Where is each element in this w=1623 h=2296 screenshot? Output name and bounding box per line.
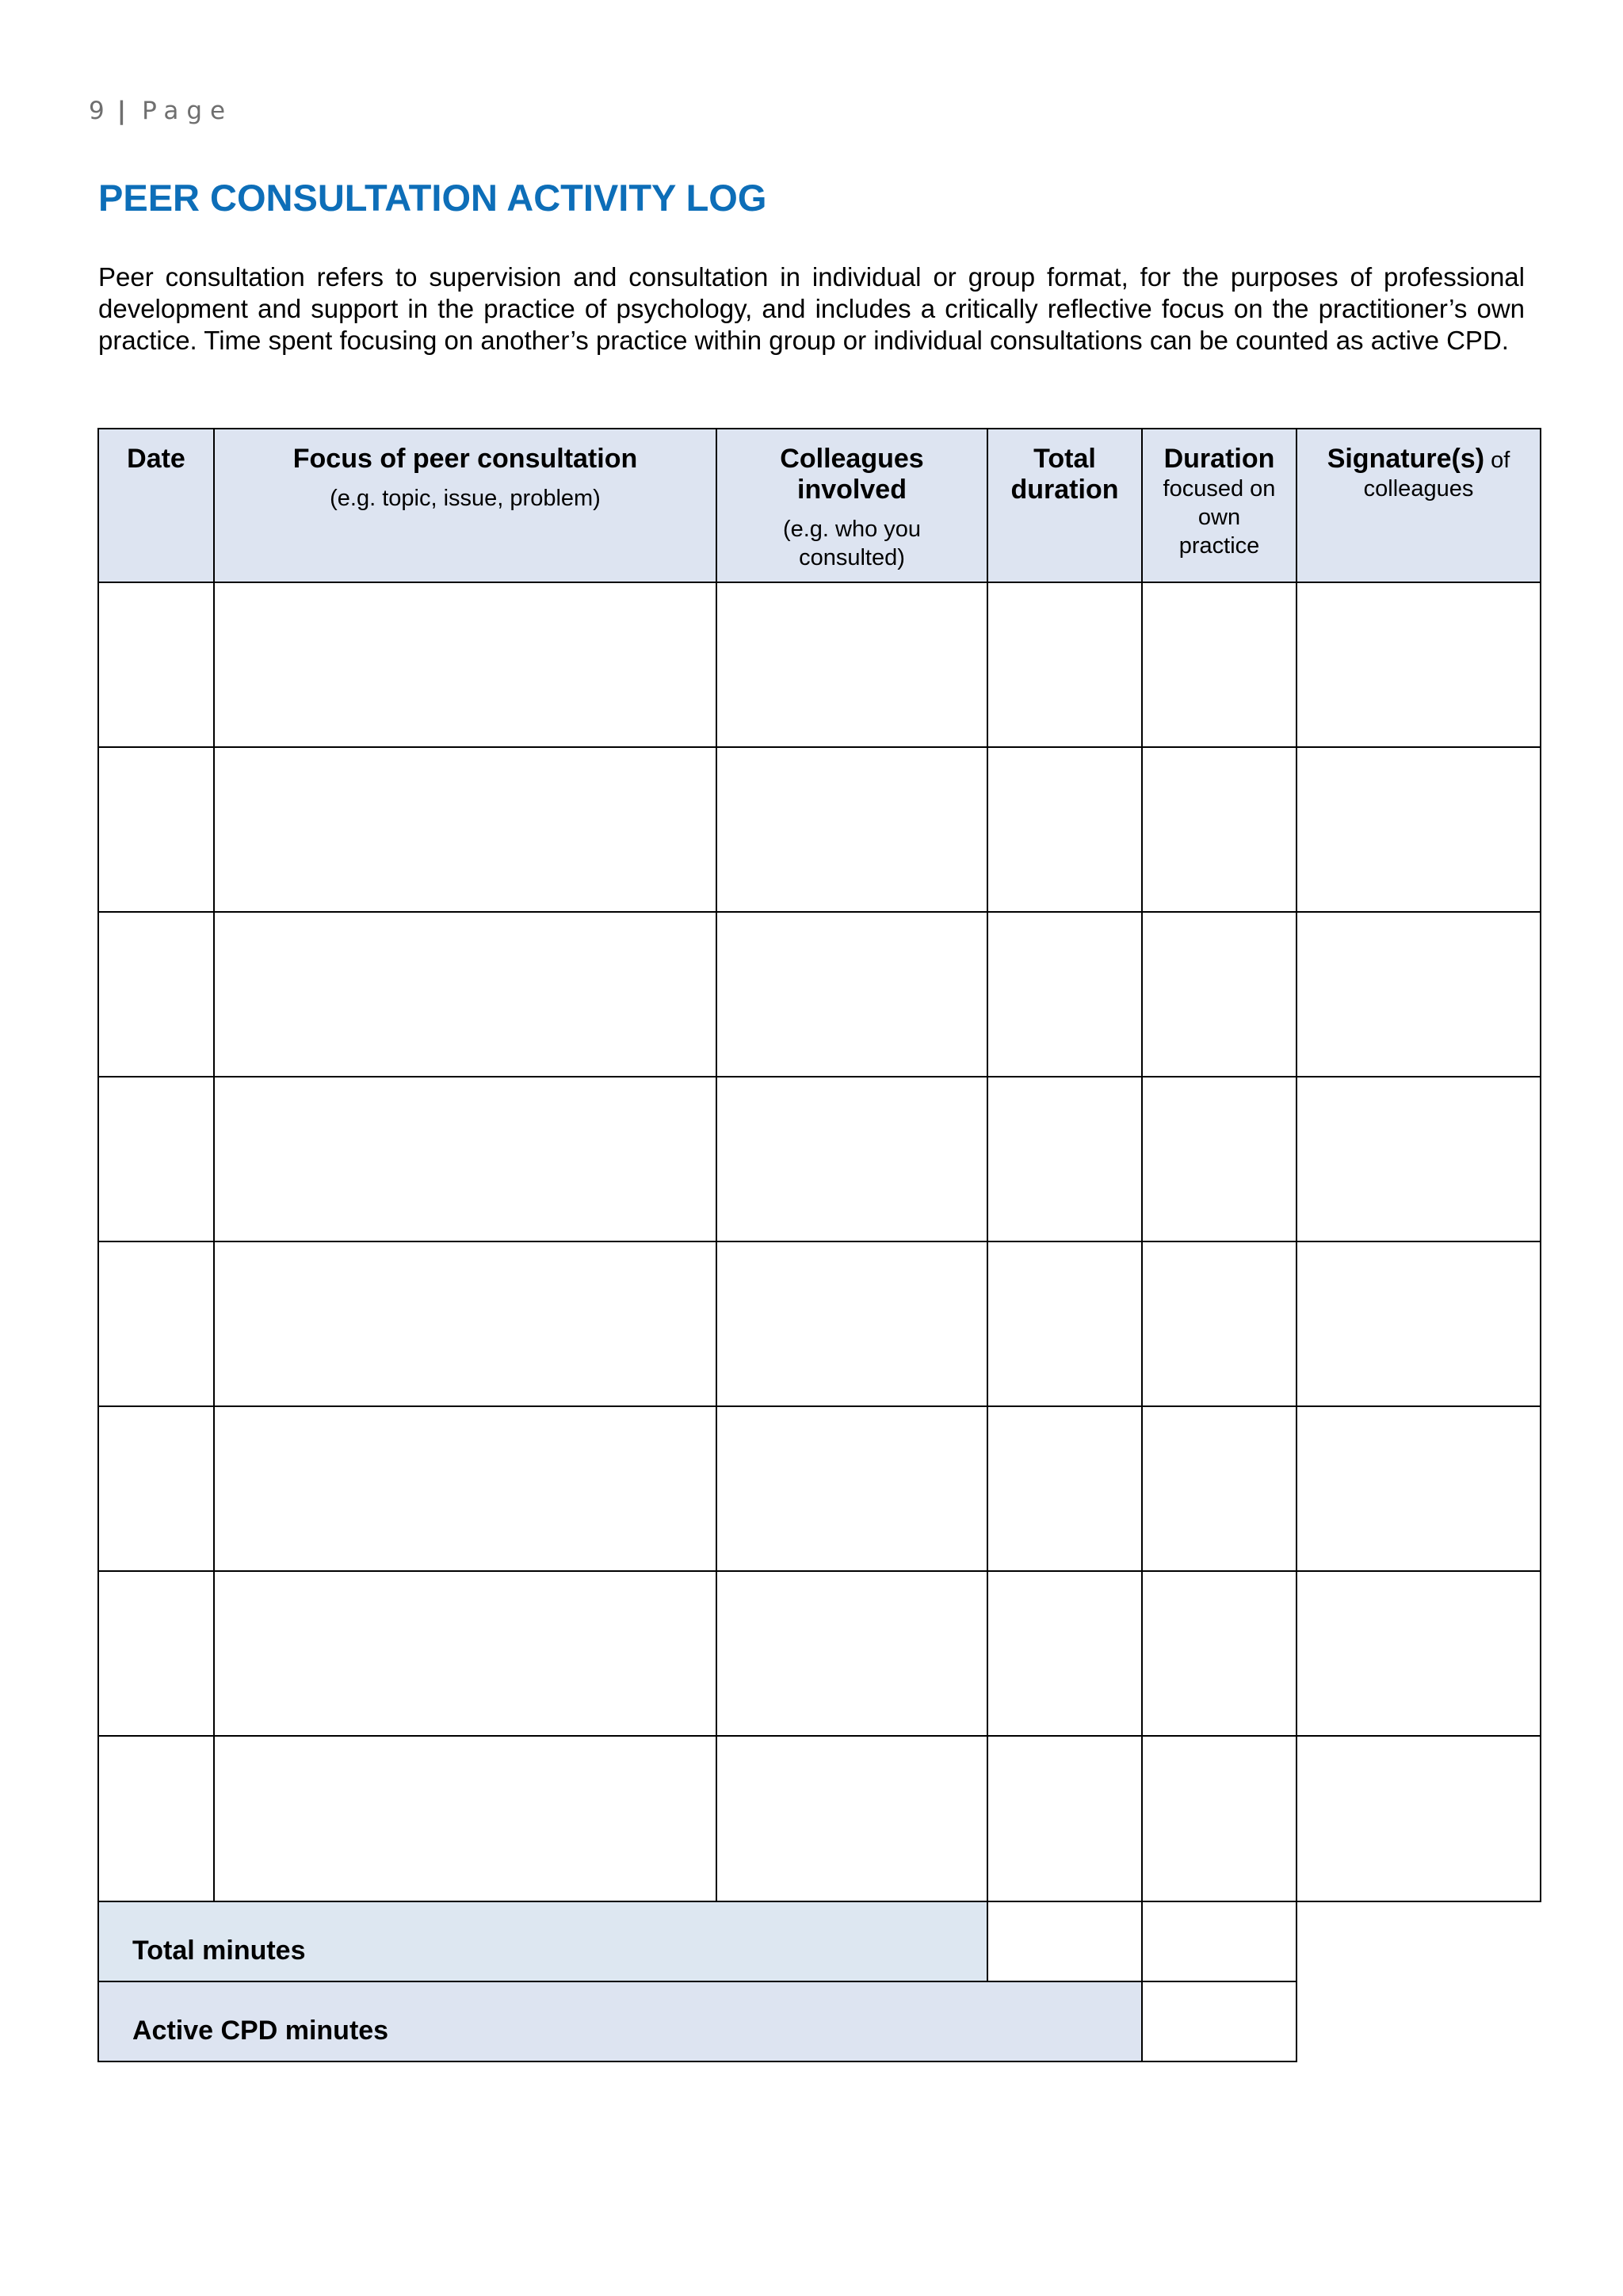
page-number-header (89, 97, 233, 125)
table-body-bottom (97, 1901, 1541, 1902)
entry-cell-total-duration[interactable] (988, 1242, 1141, 1405)
entry-cell-signatures[interactable] (1297, 1242, 1540, 1405)
page-separator: | (116, 97, 128, 125)
header-colleagues-sub-1: (e.g. who you (782, 517, 922, 542)
header-date-label: Date (127, 444, 185, 474)
page-number: 9 (89, 97, 106, 125)
entry-cell-signatures[interactable] (1297, 583, 1540, 746)
header-colleagues-sub-2: consulted) (799, 545, 905, 570)
entry-cell-date[interactable] (99, 1242, 213, 1405)
entry-cell-date[interactable] (99, 913, 213, 1076)
column-divider (213, 428, 215, 1902)
header-signatures-suffix: of (1484, 448, 1510, 473)
entry-cell-total-duration[interactable] (988, 583, 1141, 746)
entry-cell-duration-own[interactable] (1143, 1407, 1296, 1570)
entry-cell-focus[interactable] (215, 1737, 716, 1900)
entry-cell-total-duration[interactable] (988, 913, 1141, 1076)
entry-cell-colleagues[interactable] (717, 1407, 987, 1570)
entry-cell-focus[interactable] (215, 1572, 716, 1735)
entry-cell-duration-own[interactable] (1143, 1242, 1296, 1405)
table-border-left (97, 428, 99, 2062)
entry-cell-duration-own[interactable] (1143, 1572, 1296, 1735)
total-minutes-bottom (97, 1981, 1297, 1982)
column-divider (716, 428, 717, 1902)
entry-cell-signatures[interactable] (1297, 1572, 1540, 1735)
entry-cell-signatures[interactable] (1297, 1407, 1540, 1570)
entry-cell-colleagues[interactable] (717, 1572, 987, 1735)
header-colleagues (716, 444, 987, 572)
entry-cell-duration-own[interactable] (1143, 913, 1296, 1076)
row-divider (97, 1570, 1541, 1572)
entry-cell-signatures[interactable] (1297, 913, 1540, 1076)
table-header-divider (97, 582, 1541, 583)
header-colleagues-label-2: involved (797, 475, 907, 505)
row-divider (97, 746, 1541, 748)
table-border-right (1540, 428, 1541, 1902)
header-signatures-label: Signature(s) (1327, 444, 1485, 474)
active-cpd-value-cell[interactable] (1143, 1982, 1296, 2061)
entry-cell-duration-own[interactable] (1143, 1077, 1296, 1241)
entry-cell-date[interactable] (99, 1407, 213, 1570)
header-duration-own-sub-3: practice (1178, 533, 1260, 559)
entry-cell-date[interactable] (99, 748, 213, 911)
active-cpd-label: Active CPD minutes (132, 2016, 389, 2046)
entry-cell-date[interactable] (99, 583, 213, 746)
header-signatures-sub: colleagues (1363, 476, 1474, 502)
entry-cell-duration-own[interactable] (1143, 583, 1296, 746)
entry-cell-signatures[interactable] (1297, 1737, 1540, 1900)
header-total-duration-label-2: duration (1010, 475, 1119, 505)
header-total-duration (987, 444, 1142, 505)
entry-cell-total-duration[interactable] (988, 1407, 1141, 1570)
table-border-top (97, 428, 1541, 429)
row-divider (97, 911, 1541, 913)
entry-cell-focus[interactable] (215, 1242, 716, 1405)
entry-cell-colleagues[interactable] (717, 1077, 987, 1241)
row-divider (97, 1405, 1541, 1407)
entry-cell-signatures[interactable] (1297, 748, 1540, 911)
header-duration-own-label: Duration (1163, 444, 1275, 474)
page-word: Page (142, 97, 234, 125)
entry-cell-colleagues[interactable] (717, 1242, 987, 1405)
row-divider (97, 1241, 1541, 1242)
total-minutes-value-cell[interactable] (988, 1902, 1141, 1981)
header-date (98, 444, 214, 475)
header-duration-own-sub-2: own (1197, 505, 1241, 530)
entry-cell-signatures[interactable] (1297, 1077, 1540, 1241)
intro-paragraph: Peer consultation refers to supervision and consultation in individual or group format, for the purposes of professional development and support in the practice of psychology, and includes a critically reflective focus on the practitioner’s own practice. Time spent focusing on another’s practice within group or individual consultations can be counted as active CPD. (98, 262, 1525, 355)
row-divider (97, 1735, 1541, 1737)
entry-cell-duration-own[interactable] (1143, 1737, 1296, 1900)
column-divider (987, 428, 988, 1982)
header-duration-own-sub-1: focused on (1163, 476, 1276, 502)
header-duration-own (1142, 444, 1296, 560)
entry-cell-focus[interactable] (215, 913, 716, 1076)
header-focus-label: Focus of peer consultation (292, 444, 638, 474)
column-divider (1296, 428, 1297, 2062)
entry-cell-total-duration[interactable] (988, 748, 1141, 911)
header-focus (214, 444, 716, 513)
entry-cell-date[interactable] (99, 1572, 213, 1735)
header-focus-sub: (e.g. topic, issue, problem) (330, 486, 601, 511)
entry-cell-colleagues[interactable] (717, 913, 987, 1076)
entry-cell-colleagues[interactable] (717, 1737, 987, 1900)
total-minutes-label: Total minutes (132, 1936, 306, 1966)
entry-cell-focus[interactable] (215, 1077, 716, 1241)
entry-cell-total-duration[interactable] (988, 1572, 1141, 1735)
entry-cell-total-duration[interactable] (988, 1077, 1141, 1241)
entry-cell-duration-own[interactable] (1143, 748, 1296, 911)
entry-cell-date[interactable] (99, 1737, 213, 1900)
entry-cell-date[interactable] (99, 1077, 213, 1241)
header-signatures (1296, 444, 1541, 503)
header-total-duration-label-1: Total (1033, 444, 1096, 474)
entry-cell-focus[interactable] (215, 583, 716, 746)
entry-cell-focus[interactable] (215, 748, 716, 911)
column-divider (1141, 428, 1143, 2062)
entry-cell-colleagues[interactable] (717, 748, 987, 911)
entry-cell-colleagues[interactable] (717, 583, 987, 746)
entry-cell-focus[interactable] (215, 1407, 716, 1570)
row-divider (97, 1076, 1541, 1077)
entry-cell-total-duration[interactable] (988, 1737, 1141, 1900)
header-colleagues-label-1: Colleagues (780, 444, 924, 474)
page-title: PEER CONSULTATION ACTIVITY LOG (98, 177, 767, 219)
active-cpd-bottom (97, 2061, 1297, 2062)
